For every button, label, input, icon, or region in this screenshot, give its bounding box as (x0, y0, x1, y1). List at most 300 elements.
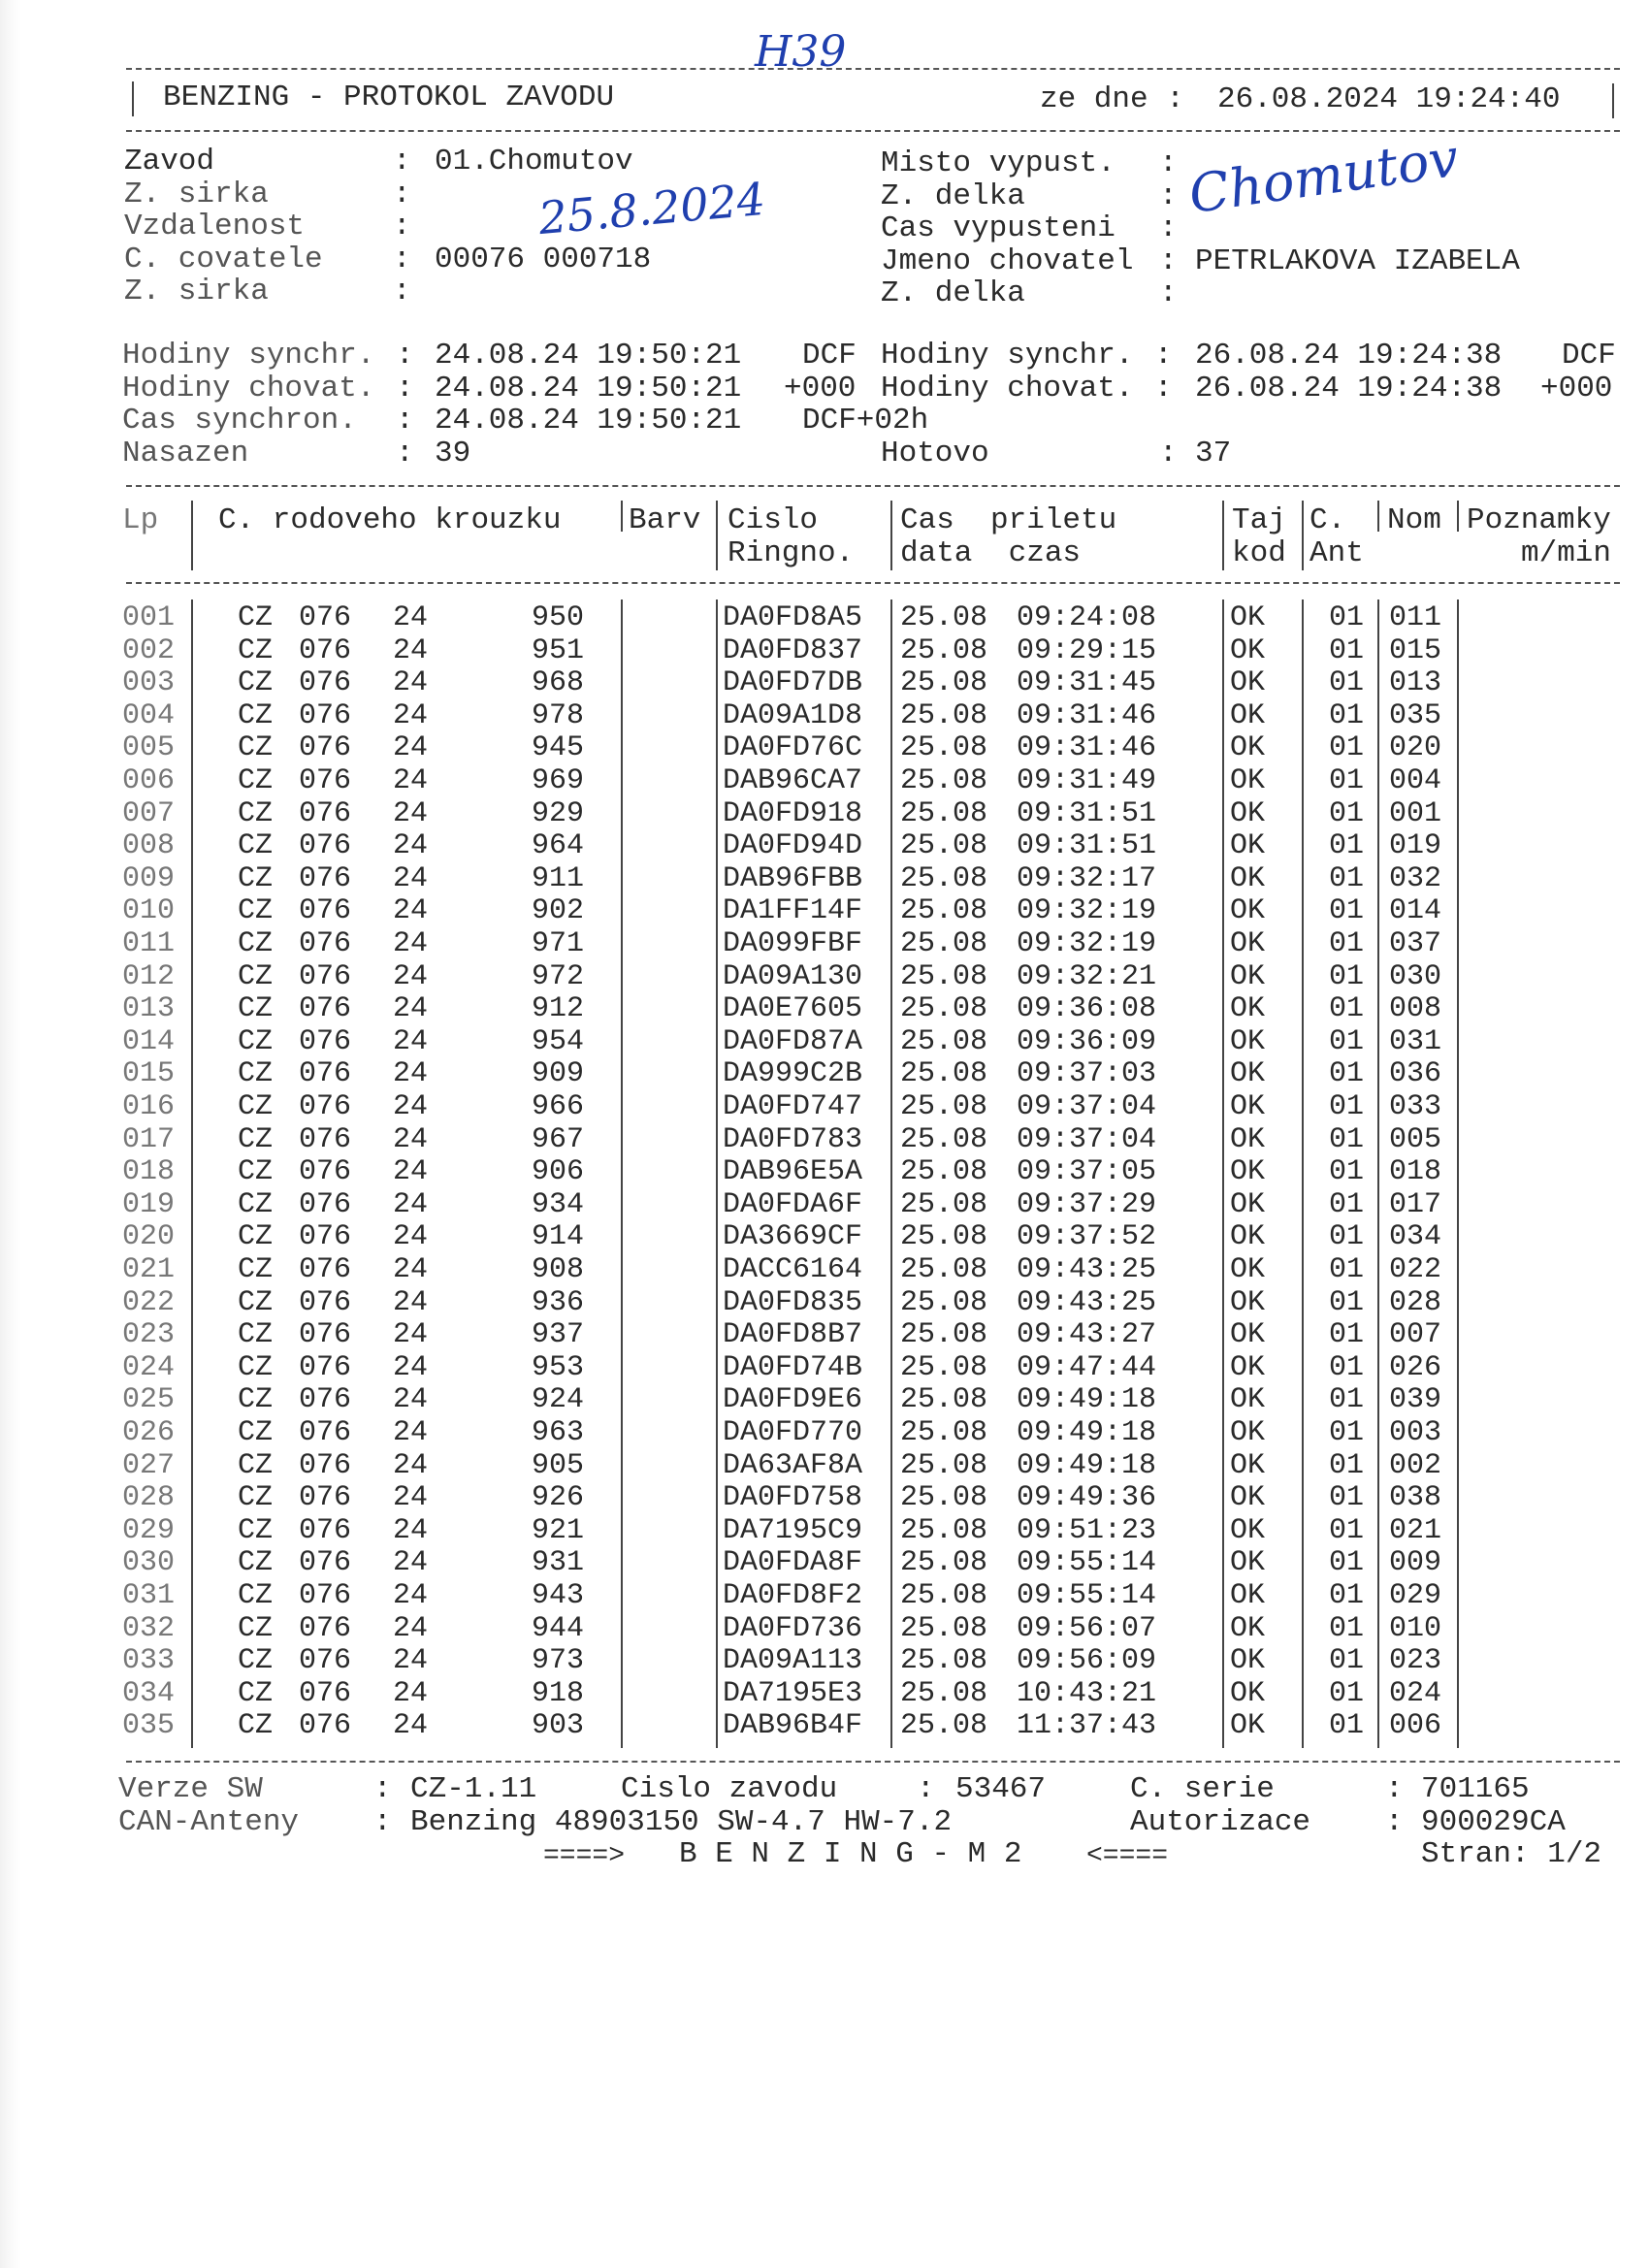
cell-lp: 024 (122, 1350, 176, 1384)
cell-country: CZ (238, 1644, 274, 1678)
table-row (0, 1286, 1649, 1319)
col-header-ring: C. rodoveho krouzku (218, 503, 562, 537)
cell-ringno: DA0FD7DB (723, 666, 863, 700)
cell-nom: 011 (1389, 601, 1442, 634)
cell-antenna: 01 (1329, 731, 1365, 765)
cell-date: 25.08 (900, 1285, 988, 1319)
cell-club: 076 (299, 1253, 352, 1286)
cell-ringno: DA0FDA6F (723, 1187, 863, 1221)
table-row (0, 1383, 1649, 1416)
col-header-cislo: Cislo (728, 503, 819, 537)
cell-taj-kod: OK (1230, 1611, 1266, 1645)
cell-ring-number: 971 (532, 927, 585, 960)
footer-page-number: Stran: 1/2 (1421, 1837, 1602, 1871)
cell-country: CZ (238, 1676, 274, 1710)
cell-nom: 002 (1389, 1448, 1442, 1482)
sync-suffix: DCF (802, 339, 857, 373)
cell-nom: 037 (1389, 927, 1442, 960)
cell-lp: 026 (122, 1416, 176, 1449)
cell-antenna: 01 (1329, 1350, 1365, 1384)
cell-time: 09:31:45 (1017, 666, 1157, 700)
cell-club: 076 (299, 601, 352, 634)
cell-nom: 032 (1389, 861, 1442, 895)
cell-antenna: 01 (1329, 633, 1365, 667)
cell-date: 25.08 (900, 1350, 988, 1384)
sync-label: Nasazen (122, 436, 249, 470)
table-row (0, 1612, 1649, 1645)
cell-lp: 011 (122, 927, 176, 960)
cell-nom: 026 (1389, 1350, 1442, 1384)
cell-time: 09:32:19 (1017, 894, 1157, 928)
cell-date: 25.08 (900, 1220, 988, 1254)
cell-lp: 030 (122, 1546, 176, 1580)
info-value: 01.Chomutov (435, 145, 633, 178)
footer-cislo-label: Cislo zavodu (621, 1772, 838, 1806)
table-row (0, 1318, 1649, 1351)
cell-nom: 035 (1389, 698, 1442, 732)
table-row (0, 1579, 1649, 1612)
cell-year: 24 (393, 1676, 429, 1710)
cell-ring-number: 978 (532, 698, 585, 732)
cell-taj-kod: OK (1230, 731, 1266, 765)
cell-ring-number: 931 (532, 1546, 585, 1580)
cell-ring-number: 911 (532, 861, 585, 895)
column-divider (1222, 599, 1224, 1748)
col-header-c: C. (1310, 503, 1346, 537)
cell-country: CZ (238, 1513, 274, 1547)
cell-ringno: DA999C2B (723, 1057, 863, 1091)
cell-nom: 036 (1389, 1057, 1442, 1091)
cell-ringno: DA1FF14F (723, 894, 863, 928)
info-colon: : (1159, 178, 1178, 213)
cell-date: 25.08 (900, 764, 988, 797)
cell-year: 24 (393, 1220, 429, 1254)
cell-taj-kod: OK (1230, 1709, 1266, 1743)
cell-ringno: DA0E7605 (723, 992, 863, 1026)
cell-nom: 020 (1389, 731, 1442, 765)
cell-date: 25.08 (900, 1155, 988, 1189)
sync-suffix: DCF (1562, 339, 1616, 373)
cell-nom: 039 (1389, 1383, 1442, 1417)
cell-lp: 007 (122, 796, 176, 830)
cell-ringno: DA09A1D8 (723, 698, 863, 732)
cell-antenna: 01 (1329, 861, 1365, 895)
cell-nom: 017 (1389, 1187, 1442, 1221)
cell-ringno: DA0FD835 (723, 1285, 863, 1319)
cell-ring-number: 924 (532, 1383, 585, 1417)
cell-nom: 022 (1389, 1253, 1442, 1286)
table-row (0, 1677, 1649, 1710)
sync-value: 26.08.24 19:24:38 (1195, 371, 1503, 405)
cell-lp: 018 (122, 1155, 176, 1189)
cell-ringno: DA0FD76C (723, 731, 863, 765)
handwritten-release-place: Chomutov (1184, 126, 1463, 226)
cell-club: 076 (299, 894, 352, 928)
cell-antenna: 01 (1329, 1416, 1365, 1449)
col-header-poznamky: Poznamky (1467, 503, 1611, 537)
cell-time: 09:37:04 (1017, 1122, 1157, 1156)
cell-country: CZ (238, 1285, 274, 1319)
cell-date: 25.08 (900, 992, 988, 1026)
cell-ringno: DAB96B4F (723, 1709, 863, 1743)
table-row (0, 1449, 1649, 1482)
column-divider (1377, 599, 1379, 1748)
cell-year: 24 (393, 1285, 429, 1319)
cell-year: 24 (393, 992, 429, 1026)
cell-club: 076 (299, 1383, 352, 1417)
cell-date: 25.08 (900, 1644, 988, 1678)
cell-club: 076 (299, 1285, 352, 1319)
cell-year: 24 (393, 1155, 429, 1189)
cell-country: CZ (238, 1122, 274, 1156)
cell-antenna: 01 (1329, 1579, 1365, 1612)
footer-colon: : (1385, 1772, 1404, 1806)
cell-year: 24 (393, 601, 429, 634)
top-dashed-rule (126, 68, 1620, 70)
cell-ring-number: 972 (532, 959, 585, 993)
cell-lp: 017 (122, 1122, 176, 1156)
cell-club: 076 (299, 1350, 352, 1384)
cell-date: 25.08 (900, 1611, 988, 1645)
col-header-mmin: m/min (1521, 536, 1612, 570)
cell-nom: 029 (1389, 1579, 1442, 1612)
sync-colon: : (396, 436, 414, 470)
col-header-nom: Nom (1387, 503, 1441, 537)
cell-ring-number: 944 (532, 1611, 585, 1645)
cell-club: 076 (299, 829, 352, 863)
cell-time: 09:29:15 (1017, 633, 1157, 667)
header-divider (890, 501, 892, 570)
cell-antenna: 01 (1329, 1383, 1365, 1417)
table-row (0, 992, 1649, 1025)
cell-nom: 038 (1389, 1481, 1442, 1515)
cell-time: 09:36:09 (1017, 1024, 1157, 1058)
cell-ring-number: 964 (532, 829, 585, 863)
info-colon: : (1159, 211, 1178, 245)
sync-label: Hodiny synchr. (881, 339, 1134, 373)
cell-nom: 034 (1389, 1220, 1442, 1254)
table-row (0, 1644, 1649, 1677)
cell-ring-number: 969 (532, 764, 585, 797)
cell-nom: 007 (1389, 1318, 1442, 1352)
cell-country: CZ (238, 1448, 274, 1482)
cell-date: 25.08 (900, 1481, 988, 1515)
footer-colon: : (917, 1772, 935, 1806)
cell-ringno: DAB96CA7 (723, 764, 863, 797)
cell-lp: 020 (122, 1220, 176, 1254)
footer-colon: : (373, 1772, 392, 1806)
info-value: PETRLAKOVA IZABELA (1195, 243, 1520, 278)
cell-lp: 035 (122, 1709, 176, 1743)
cell-antenna: 01 (1329, 601, 1365, 634)
table-row (0, 829, 1649, 862)
table-row (0, 1351, 1649, 1384)
footer-can-label: CAN-Anteny (118, 1805, 300, 1839)
column-divider (890, 599, 892, 1748)
cell-ringno: DA0FD9E6 (723, 1383, 863, 1417)
column-divider (1457, 599, 1459, 1748)
cell-country: CZ (238, 927, 274, 960)
cell-antenna: 01 (1329, 1611, 1365, 1645)
sync-colon: : (396, 404, 414, 437)
cell-taj-kod: OK (1230, 1676, 1266, 1710)
table-row (0, 1155, 1649, 1188)
footer-colon: : (373, 1805, 392, 1839)
header-divider (1457, 501, 1459, 532)
cell-taj-kod: OK (1230, 1122, 1266, 1156)
cell-country: CZ (238, 1481, 274, 1515)
header-divider (621, 501, 623, 532)
cell-year: 24 (393, 764, 429, 797)
cell-ringno: DA3669CF (723, 1220, 863, 1254)
date-value: 26.08.2024 19:24:40 (1217, 82, 1561, 116)
cell-taj-kod: OK (1230, 861, 1266, 895)
cell-ring-number: 906 (532, 1155, 585, 1189)
cell-date: 25.08 (900, 1579, 988, 1612)
cell-taj-kod: OK (1230, 1644, 1266, 1678)
column-divider (1302, 599, 1304, 1748)
cell-lp: 027 (122, 1448, 176, 1482)
cell-ringno: DA0FD94D (723, 829, 863, 863)
cell-ring-number: 963 (532, 1416, 585, 1449)
sync-suffix: +000 (784, 371, 857, 405)
cell-ringno: DA0FD87A (723, 1024, 863, 1058)
sync-colon: : (1154, 339, 1173, 373)
cell-ring-number: 943 (532, 1579, 585, 1612)
cell-nom: 006 (1389, 1709, 1442, 1743)
col-header-ringno: Ringno. (728, 536, 855, 570)
info-label: Z. sirka (124, 275, 269, 308)
sync-label: Hodiny synchr. (122, 339, 375, 373)
cell-country: CZ (238, 861, 274, 895)
cell-ringno: DACC6164 (723, 1253, 863, 1286)
cell-time: 09:37:05 (1017, 1155, 1157, 1189)
cell-nom: 008 (1389, 992, 1442, 1026)
cell-ring-number: 903 (532, 1709, 585, 1743)
cell-nom: 021 (1389, 1513, 1442, 1547)
cell-taj-kod: OK (1230, 894, 1266, 928)
table-row (0, 960, 1649, 993)
table-row (0, 1709, 1649, 1742)
cell-club: 076 (299, 1090, 352, 1123)
cell-time: 09:24:08 (1017, 601, 1157, 634)
cell-lp: 022 (122, 1285, 176, 1319)
cell-antenna: 01 (1329, 796, 1365, 830)
sync-colon: : (1159, 436, 1178, 470)
cell-ring-number: 908 (532, 1253, 585, 1286)
cell-ring-number: 973 (532, 1644, 585, 1678)
info-label: Vzdalenost (124, 210, 306, 243)
table-row (0, 894, 1649, 927)
cell-year: 24 (393, 1579, 429, 1612)
cell-club: 076 (299, 1024, 352, 1058)
cell-lp: 033 (122, 1644, 176, 1678)
cell-year: 24 (393, 1513, 429, 1547)
info-label: Z. delka (881, 178, 1025, 213)
cell-date: 25.08 (900, 1253, 988, 1286)
footer-verze-value: CZ-1.11 (410, 1772, 537, 1806)
cell-club: 076 (299, 1155, 352, 1189)
cell-lp: 009 (122, 861, 176, 895)
cell-date: 25.08 (900, 1057, 988, 1091)
cell-year: 24 (393, 861, 429, 895)
cell-lp: 021 (122, 1253, 176, 1286)
cell-nom: 010 (1389, 1611, 1442, 1645)
cell-club: 076 (299, 1579, 352, 1612)
cell-ring-number: 950 (532, 601, 585, 634)
table-row (0, 797, 1649, 830)
cell-ring-number: 954 (532, 1024, 585, 1058)
table-row (0, 1057, 1649, 1090)
cell-ring-number: 937 (532, 1318, 585, 1352)
cell-date: 25.08 (900, 829, 988, 863)
cell-nom: 028 (1389, 1285, 1442, 1319)
cell-ring-number: 909 (532, 1057, 585, 1091)
title-left-bar (132, 81, 134, 116)
col-header-barv: Barv (629, 503, 701, 537)
table-row (0, 731, 1649, 764)
cell-date: 25.08 (900, 1416, 988, 1449)
cell-antenna: 01 (1329, 1187, 1365, 1221)
cell-year: 24 (393, 1546, 429, 1580)
cell-ringno: DA0FD747 (723, 1090, 863, 1123)
header-bottom-dashed-rule (126, 582, 1620, 584)
table-row (0, 1123, 1649, 1156)
cell-country: CZ (238, 1220, 274, 1254)
cell-antenna: 01 (1329, 1513, 1365, 1547)
cell-taj-kod: OK (1230, 666, 1266, 700)
cell-year: 24 (393, 698, 429, 732)
sync-label: Hotovo (881, 436, 989, 470)
cell-date: 25.08 (900, 1318, 988, 1352)
cell-antenna: 01 (1329, 1448, 1365, 1482)
table-row (0, 634, 1649, 667)
info-colon: : (1159, 146, 1178, 180)
col-header-lp: Lp (122, 503, 159, 537)
cell-lp: 031 (122, 1579, 176, 1612)
cell-country: CZ (238, 796, 274, 830)
cell-antenna: 01 (1329, 666, 1365, 700)
footer-dashed-rule (126, 1761, 1620, 1763)
cell-ringno: DA09A130 (723, 959, 863, 993)
cell-date: 25.08 (900, 861, 988, 895)
cell-date: 25.08 (900, 1546, 988, 1580)
cell-ring-number: 918 (532, 1676, 585, 1710)
cell-year: 24 (393, 1416, 429, 1449)
cell-lp: 010 (122, 894, 176, 928)
cell-year: 24 (393, 1481, 429, 1515)
col-header-ant: Ant (1310, 536, 1364, 570)
handwritten-top-mark: H39 (755, 27, 847, 77)
cell-antenna: 01 (1329, 1057, 1365, 1091)
cell-country: CZ (238, 698, 274, 732)
cell-country: CZ (238, 1709, 274, 1743)
cell-lp: 003 (122, 666, 176, 700)
sync-colon: : (396, 339, 414, 373)
sync-value: 24.08.24 19:50:21 (435, 404, 742, 437)
cell-taj-kod: OK (1230, 1350, 1266, 1384)
cell-year: 24 (393, 1350, 429, 1384)
cell-year: 24 (393, 1318, 429, 1352)
handwritten-date: 25.8.2024 (536, 172, 768, 245)
header-divider (1302, 501, 1304, 570)
column-divider (191, 599, 193, 1748)
cell-date: 25.08 (900, 601, 988, 634)
cell-year: 24 (393, 1057, 429, 1091)
table-row (0, 862, 1649, 895)
cell-year: 24 (393, 796, 429, 830)
cell-year: 24 (393, 927, 429, 960)
header-divider (716, 501, 718, 570)
cell-club: 076 (299, 633, 352, 667)
cell-club: 076 (299, 796, 352, 830)
cell-date: 25.08 (900, 731, 988, 765)
footer-auth-label: Autorizace (1130, 1805, 1311, 1839)
cell-nom: 009 (1389, 1546, 1442, 1580)
header-divider (1222, 501, 1224, 570)
sync-label: Hodiny chovat. (881, 371, 1134, 405)
cell-country: CZ (238, 1350, 274, 1384)
cell-ring-number: 902 (532, 894, 585, 928)
cell-year: 24 (393, 1383, 429, 1417)
cell-nom: 023 (1389, 1644, 1442, 1678)
cell-time: 10:43:21 (1017, 1676, 1157, 1710)
cell-country: CZ (238, 1057, 274, 1091)
info-colon: : (1159, 276, 1178, 310)
footer-serie-value: 701165 (1421, 1772, 1530, 1806)
cell-country: CZ (238, 1024, 274, 1058)
cell-lp: 012 (122, 959, 176, 993)
cell-club: 076 (299, 1709, 352, 1743)
cell-time: 09:37:03 (1017, 1057, 1157, 1091)
cell-ringno: DA0FD74B (723, 1350, 863, 1384)
info-label: Z. delka (881, 276, 1025, 310)
cell-antenna: 01 (1329, 1676, 1365, 1710)
cell-date: 25.08 (900, 666, 988, 700)
cell-ringno: DA099FBF (723, 927, 863, 960)
footer-colon: : (1385, 1805, 1404, 1839)
cell-ring-number: 936 (532, 1285, 585, 1319)
info-label: Cas vypusteni (881, 211, 1116, 245)
cell-year: 24 (393, 1122, 429, 1156)
cell-nom: 024 (1389, 1676, 1442, 1710)
cell-country: CZ (238, 829, 274, 863)
cell-taj-kod: OK (1230, 764, 1266, 797)
info-colon: : (393, 177, 411, 211)
cell-time: 09:37:04 (1017, 1090, 1157, 1123)
cell-club: 076 (299, 1513, 352, 1547)
cell-antenna: 01 (1329, 1318, 1365, 1352)
footer-serie-label: C. serie (1130, 1772, 1275, 1806)
cell-club: 076 (299, 1644, 352, 1678)
table-row (0, 927, 1649, 960)
cell-club: 076 (299, 1676, 352, 1710)
cell-year: 24 (393, 731, 429, 765)
cell-year: 24 (393, 959, 429, 993)
cell-nom: 031 (1389, 1024, 1442, 1058)
cell-ring-number: 926 (532, 1481, 585, 1515)
cell-lp: 014 (122, 1024, 176, 1058)
sync-label: Hodiny chovat. (122, 371, 375, 405)
cell-date: 25.08 (900, 796, 988, 830)
cell-country: CZ (238, 1383, 274, 1417)
cell-taj-kod: OK (1230, 1416, 1266, 1449)
cell-country: CZ (238, 731, 274, 765)
cell-club: 076 (299, 1546, 352, 1580)
cell-nom: 018 (1389, 1155, 1442, 1189)
cell-date: 25.08 (900, 927, 988, 960)
cell-taj-kod: OK (1230, 1579, 1266, 1612)
